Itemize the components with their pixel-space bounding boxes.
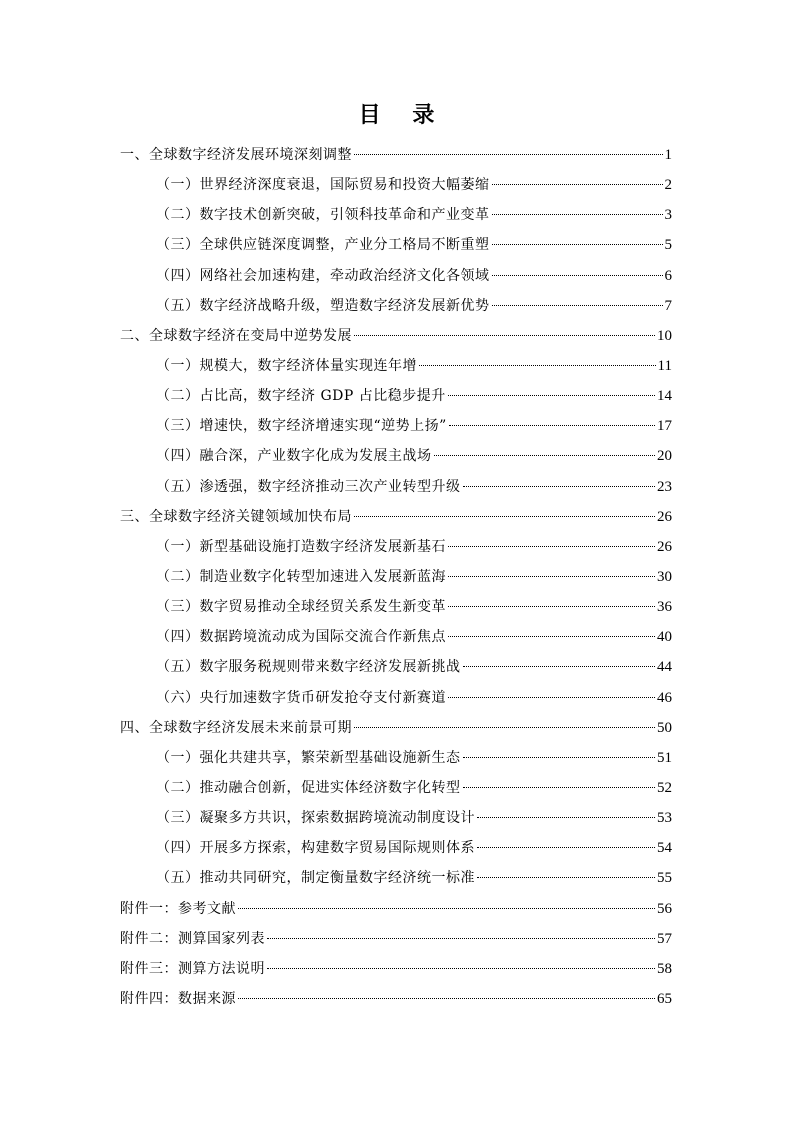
toc-page-number: 6 (664, 267, 672, 284)
toc-entry-label: （二）占比高，数字经济 GDP 占比稳步提升 (156, 388, 446, 405)
toc-page-number: 52 (657, 779, 672, 796)
toc-section-entry[interactable] (120, 863, 672, 893)
toc-page-number: 51 (657, 749, 672, 766)
toc-page-number: 26 (657, 508, 672, 525)
toc-page-number: 53 (657, 810, 672, 827)
toc-chapter-entry[interactable] (120, 502, 672, 532)
toc-section-entry[interactable] (120, 532, 672, 562)
toc-page-number: 1 (664, 147, 672, 163)
toc-entry-label: 四、全球数字经济发展未来前景可期 (120, 719, 352, 736)
toc-dot-leader (354, 727, 655, 728)
toc-entry-label: 附件二：测算国家列表 (120, 930, 265, 947)
toc-section-entry[interactable] (120, 652, 672, 682)
toc-page-number: 20 (657, 448, 672, 465)
toc-entry-label: （一）强化共建共享，繁荣新型基础设施新生态 (156, 749, 461, 766)
toc-page-number: 30 (657, 568, 672, 585)
toc-page-number: 58 (657, 960, 672, 977)
toc-section-entry[interactable] (120, 833, 672, 863)
toc-page-number: 23 (657, 478, 672, 495)
toc-page-number: 3 (664, 207, 672, 224)
toc-section-entry[interactable] (120, 622, 672, 652)
toc-dot-leader (449, 425, 655, 426)
toc-entry-label: （三）全球供应链深度调整，产业分工格局不断重塑 (156, 237, 490, 254)
toc-entry-label: （四）开展多方探索，构建数字贸易国际规则体系 (156, 840, 475, 857)
toc-entry-label: （五）数字经济战略升级，塑造数字经济发展新优势 (156, 297, 490, 314)
toc-dot-leader (238, 998, 655, 999)
table-of-contents (120, 140, 672, 1014)
toc-dot-leader (267, 968, 655, 969)
toc-dot-leader (238, 908, 655, 909)
toc-dot-leader (463, 757, 656, 758)
toc-page-number: 44 (657, 659, 672, 676)
toc-entry-label: 附件三：测算方法说明 (120, 960, 265, 977)
toc-entry-label: 一、全球数字经济发展环境深刻调整 (120, 147, 352, 163)
toc-entry-label: （五）推动共同研究，制定衡量数字经济统一标准 (156, 870, 475, 887)
toc-entry-label: 三、全球数字经济关键领域加快布局 (120, 508, 352, 525)
toc-dot-leader (492, 244, 663, 245)
toc-dot-leader (477, 847, 655, 848)
toc-dot-leader (448, 606, 655, 607)
toc-page-number: 50 (657, 719, 672, 736)
toc-section-entry[interactable] (120, 261, 672, 291)
toc-dot-leader (448, 636, 655, 637)
toc-entry-label: （二）推动融合创新，促进实体经济数字化转型 (156, 779, 461, 796)
toc-page-number: 5 (664, 237, 672, 254)
toc-dot-leader (463, 486, 656, 487)
toc-page-number: 2 (664, 177, 672, 194)
toc-section-entry[interactable] (120, 773, 672, 803)
toc-section-entry[interactable] (120, 291, 672, 321)
toc-entry-label: 二、全球数字经济在变局中逆势发展 (120, 327, 352, 344)
toc-page-number: 57 (657, 930, 672, 947)
toc-dot-leader (477, 877, 655, 878)
toc-section-entry[interactable] (120, 472, 672, 502)
toc-page-number: 11 (657, 357, 672, 374)
toc-section-entry[interactable] (120, 230, 672, 260)
toc-entry-label: （一）规模大，数字经济体量实现连年增 (156, 357, 417, 374)
toc-chapter-entry[interactable] (120, 713, 672, 743)
toc-page-number: 10 (657, 327, 672, 344)
toc-page-number: 40 (657, 629, 672, 646)
toc-page-number: 7 (664, 297, 672, 314)
page-title: 目 录 (358, 103, 447, 128)
toc-entry-label: （四）融合深，产业数字化成为发展主战场 (156, 448, 432, 465)
toc-dot-leader (448, 576, 655, 577)
toc-section-entry[interactable] (120, 351, 672, 381)
toc-page-number: 65 (657, 990, 672, 1007)
toc-dot-leader (492, 184, 663, 185)
toc-chapter-entry[interactable] (120, 140, 672, 170)
toc-dot-leader (492, 305, 663, 306)
toc-section-entry[interactable] (120, 592, 672, 622)
toc-dot-leader (448, 697, 655, 698)
toc-section-entry[interactable] (120, 803, 672, 833)
toc-section-entry[interactable] (120, 441, 672, 471)
toc-chapter-entry[interactable] (120, 954, 672, 984)
toc-chapter-entry[interactable] (120, 984, 672, 1014)
toc-section-entry[interactable] (120, 200, 672, 230)
toc-dot-leader (477, 817, 655, 818)
toc-section-entry[interactable] (120, 562, 672, 592)
toc-dot-leader (448, 546, 655, 547)
toc-dot-leader (354, 154, 663, 155)
toc-entry-label: 附件一：参考文献 (120, 900, 236, 917)
toc-page-number: 26 (657, 538, 672, 555)
toc-chapter-entry[interactable] (120, 894, 672, 924)
toc-page-number: 17 (657, 418, 672, 435)
toc-section-entry[interactable] (120, 381, 672, 411)
toc-entry-label: 附件四：数据来源 (120, 990, 236, 1007)
toc-dot-leader (492, 275, 663, 276)
toc-entry-label: （六）央行加速数字货币研发抢夺支付新赛道 (156, 689, 446, 706)
toc-entry-label: （二）制造业数字化转型加速进入发展新蓝海 (156, 568, 446, 585)
toc-entry-label: （四）网络社会加速构建，牵动政治经济文化各领域 (156, 267, 490, 284)
toc-dot-leader (492, 214, 663, 215)
toc-section-entry[interactable] (120, 170, 672, 200)
toc-dot-leader (267, 938, 655, 939)
toc-page-number: 36 (657, 599, 672, 616)
toc-dot-leader (463, 787, 656, 788)
toc-dot-leader (354, 516, 655, 517)
toc-dot-leader (419, 365, 656, 366)
toc-chapter-entry[interactable] (120, 321, 672, 351)
toc-entry-label: （二）数字技术创新突破，引领科技革命和产业变革 (156, 207, 490, 224)
toc-chapter-entry[interactable] (120, 924, 672, 954)
toc-entry-label: （三）数字贸易推动全球经贸关系发生新变革 (156, 599, 446, 616)
toc-entry-label: （三）凝聚多方共识，探索数据跨境流动制度设计 (156, 810, 475, 827)
toc-entry-label: （五）渗透强，数字经济推动三次产业转型升级 (156, 478, 461, 495)
toc-page-number: 14 (657, 388, 672, 405)
toc-dot-leader (354, 335, 655, 336)
toc-entry-label: （五）数字服务税规则带来数字经济发展新挑战 (156, 659, 461, 676)
toc-page-number: 55 (657, 870, 672, 887)
toc-page-number: 54 (657, 840, 672, 857)
toc-dot-leader (448, 395, 655, 396)
toc-entry-label: （四）数据跨境流动成为国际交流合作新焦点 (156, 629, 446, 646)
toc-entry-label: （一）世界经济深度衰退，国际贸易和投资大幅萎缩 (156, 177, 490, 194)
toc-section-entry[interactable] (120, 411, 672, 441)
toc-entry-label: （三）增速快，数字经济增速实现“逆势上扬” (156, 418, 447, 435)
toc-section-entry[interactable] (120, 683, 672, 713)
toc-dot-leader (463, 666, 656, 667)
toc-dot-leader (434, 455, 656, 456)
toc-entry-label: （一）新型基础设施打造数字经济发展新基石 (156, 538, 446, 555)
toc-section-entry[interactable] (120, 743, 672, 773)
toc-page-number: 46 (657, 689, 672, 706)
toc-page-number: 56 (657, 900, 672, 917)
